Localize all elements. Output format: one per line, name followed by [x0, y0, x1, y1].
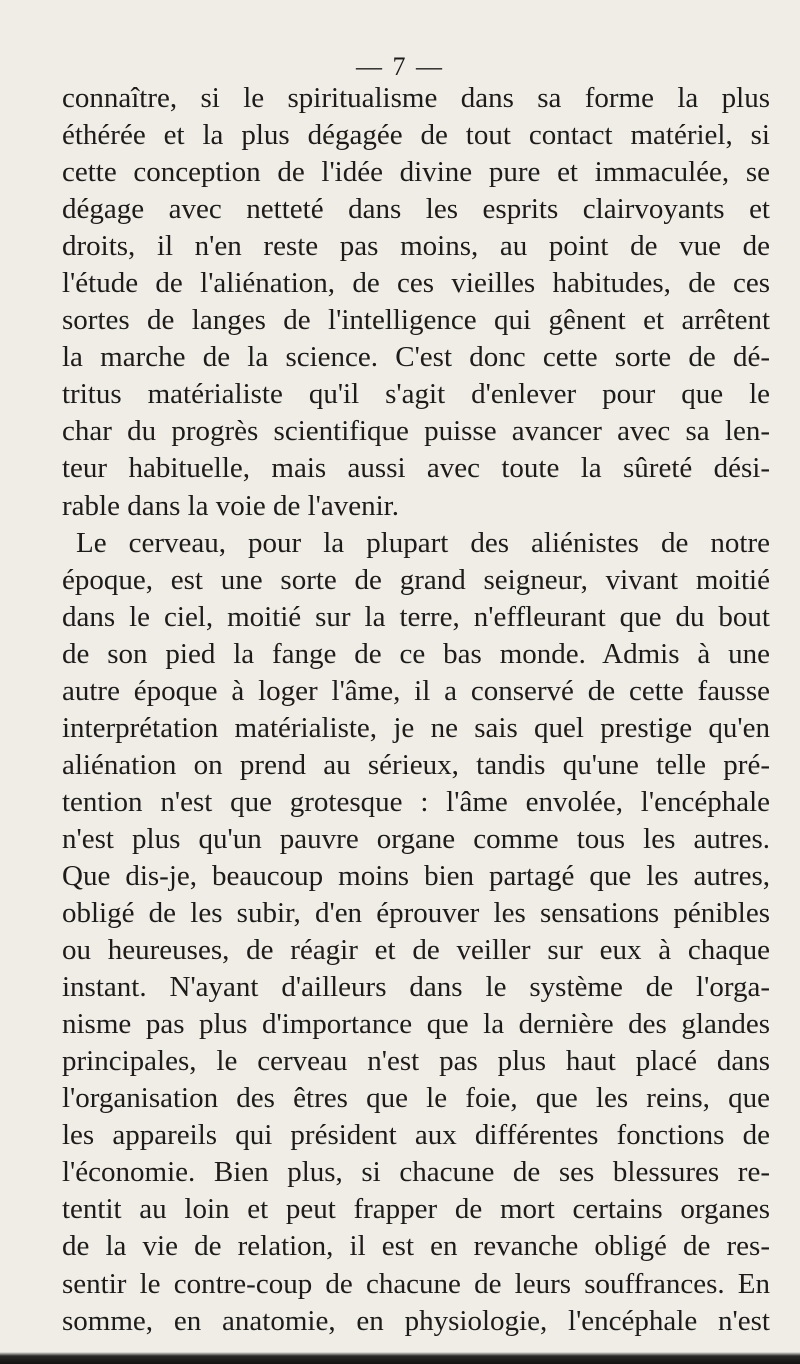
text-line: principales, le cerveau n'est pas plus haut placé dans [62, 1045, 770, 1078]
text-line: somme, en anatomie, en physiologie, l'encéphale n'est [62, 1304, 770, 1337]
text-line: autre époque à loger l'âme, il a conservé de cette fausse [62, 674, 770, 707]
text-line: l'étude de l'aliénation, de ces vieilles habitudes, de ces [62, 267, 770, 300]
text-line: tentit au loin et peut frapper de mort certains organes [62, 1193, 770, 1226]
text-line: Que dis-je, beaucoup moins bien partagé que les autres, [62, 859, 770, 892]
text-line: interprétation matérialiste, je ne sais quel prestige qu'en [62, 711, 770, 744]
text-line: de son pied la fange de ce bas monde. Admis à une [62, 637, 770, 670]
text-line: tritus matérialiste qu'il s'agit d'enlever pour que le [62, 378, 770, 411]
text-line: instant. N'ayant d'ailleurs dans le système de l'orga- [62, 971, 770, 1004]
paragraph-end-line: rable dans la voie de l'avenir. [62, 489, 399, 522]
text-line: dégage avec netteté dans les esprits clairvoyants et [62, 193, 770, 226]
text-line: cette conception de l'idée divine pure et immaculée, se [62, 156, 770, 189]
text-line: les appareils qui président aux différentes fonctions de [62, 1119, 770, 1152]
text-line: nisme pas plus d'importance que la dernière des glandes [62, 1008, 770, 1041]
text-line: tention n'est que grotesque : l'âme envolée, l'encéphale [62, 785, 770, 818]
text-line: obligé de les subir, d'en éprouver les sensations pénibles [62, 897, 770, 930]
text-line: aliénation on prend au sérieux, tandis qu'une telle pré- [62, 748, 770, 781]
text-line: teur habituelle, mais aussi avec toute la sûreté dési- [62, 452, 770, 485]
text-line: la marche de la science. C'est donc cette sorte de dé- [62, 341, 770, 374]
body-text [62, 80, 770, 1340]
text-line: de la vie de relation, il est en revanche obligé de res- [62, 1230, 770, 1263]
text-line: sortes de langes de l'intelligence qui gênent et arrêtent [62, 304, 770, 337]
text-line: l'organisation des êtres que le foie, que les reins, que [62, 1082, 770, 1115]
text-line: droits, il n'en reste pas moins, au point de vue de [62, 230, 770, 263]
text-line: sentir le contre-coup de chacune de leurs souffrances. En [62, 1267, 770, 1300]
page-number: — 7 — [356, 52, 444, 81]
text-line: l'économie. Bien plus, si chacune de ses blessures re- [62, 1156, 770, 1189]
text-line: dans le ciel, moitié sur la terre, n'effleurant que du bout [62, 600, 770, 633]
text-line: n'est plus qu'un pauvre organe comme tous les autres. [62, 822, 770, 855]
text-line: connaître, si le spiritualisme dans sa forme la plus [62, 82, 770, 114]
text-line: ou heureuses, de réagir et de veiller sur eux à chaque [62, 934, 770, 967]
paragraph-start-line: Le cerveau, pour la plupart des aliénistes de notre [76, 526, 770, 559]
text-line: époque, est une sorte de grand seigneur, vivant moitié [62, 563, 770, 596]
text-line: char du progrès scientifique puisse avancer avec sa len- [62, 415, 770, 448]
text-line: éthérée et la plus dégagée de tout contact matériel, si [62, 119, 770, 152]
page-edge-shadow [0, 1352, 800, 1364]
